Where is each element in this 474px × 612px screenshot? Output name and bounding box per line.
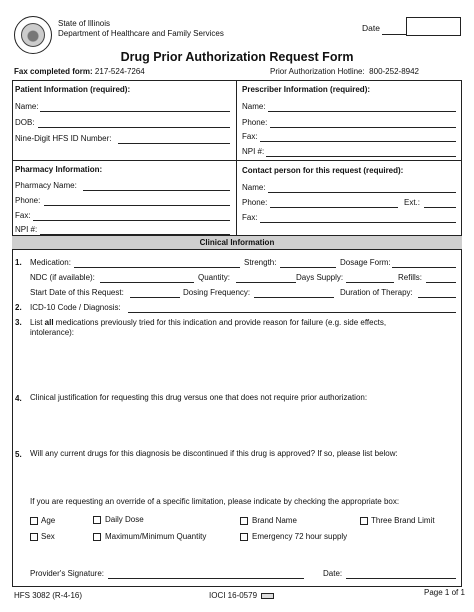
union-bug-icon [261,593,274,599]
strength-field[interactable] [280,267,336,268]
q3-number: 3. [15,318,22,327]
pharmacy-phone-label: Phone: [15,196,41,205]
duration-field[interactable] [418,297,456,298]
pharmacy-npi-label: NPI #: [15,225,38,234]
q4-number: 4. [15,394,22,403]
max-min-quantity-checkbox[interactable] [93,533,101,541]
prescriber-npi-label: NPI #: [242,147,265,156]
patient-hfs-field[interactable] [118,143,230,144]
date-label: Date [362,23,380,33]
seal-emblem-icon [21,23,45,47]
prescriber-heading: Prescriber Information (required): [242,85,371,94]
refills-field[interactable] [426,282,456,283]
pharmacy-name-label: Pharmacy Name: [15,181,77,190]
contact-phone-label: Phone: [242,198,268,207]
emergency-supply-label: Emergency 72 hour supply [252,532,348,541]
prescriber-name-field[interactable] [268,111,456,112]
form-number: HFS 3082 (R-4-16) [14,591,83,600]
date-underline [382,34,406,35]
provider-signature-field[interactable] [108,578,304,579]
signature-date-field[interactable] [346,578,456,579]
section-divider [12,160,462,161]
dosing-frequency-label: Dosing Frequency: [183,288,251,297]
max-min-quantity-label: Maximum/Minimum Quantity [105,532,207,541]
three-brand-limit-checkbox[interactable] [360,517,368,525]
sex-checkbox[interactable] [30,533,38,541]
age-checkbox[interactable] [30,517,38,525]
quantity-label: Quantity: [198,273,231,282]
contact-phone-field[interactable] [270,207,398,208]
age-label: Age [41,516,56,525]
patient-hfs-label: Nine-Digit HFS ID Number: [15,134,112,143]
medication-label: Medication: [30,258,71,267]
patient-name-field[interactable] [40,111,230,112]
daily-dose-label: Daily Dose [105,515,144,524]
refills-label: Refills: [398,273,423,282]
form-title: Drug Prior Authorization Request Form [120,50,354,64]
brand-name-label: Brand Name [252,516,297,525]
q2-label: ICD-10 Code / Diagnosis: [30,303,121,312]
agency-line-1: State of Illinois [58,19,111,28]
days-supply-field[interactable] [346,282,394,283]
contact-heading: Contact person for this request (required): [242,166,404,175]
contact-fax-label: Fax: [242,213,258,222]
column-divider [236,80,237,235]
q5-number: 5. [15,450,22,459]
days-supply-label: Days Supply: [296,273,344,282]
quantity-field[interactable] [236,282,296,283]
ndc-field[interactable] [100,282,194,283]
prescriber-name-label: Name: [242,102,266,111]
pharmacy-heading: Pharmacy Information: [15,165,103,174]
dosage-form-field[interactable] [392,267,456,268]
agency-line-2: Department of Healthcare and Family Services [58,29,224,38]
q3-answer-area[interactable] [30,340,456,390]
date-field[interactable] [406,17,461,36]
q3-text-line2: intolerance): [30,328,75,337]
brand-name-checkbox[interactable] [240,517,248,525]
ndc-label: NDC (if available): [30,273,95,282]
daily-dose-checkbox[interactable] [93,516,101,524]
duration-label: Duration of Therapy: [340,288,413,297]
pharmacy-phone-field[interactable] [44,205,230,206]
q3-text-end: medications previously tried for this indication and provide reason for failure (e.g. side effects, [53,318,387,327]
medication-field[interactable] [74,267,240,268]
prescriber-npi-field[interactable] [266,156,456,157]
q3-text-start: List [30,318,45,327]
prescriber-fax-label: Fax: [242,132,258,141]
q3-text [30,318,386,327]
provider-signature-label: Provider's Signature: [30,569,105,578]
three-brand-limit-label: Three Brand Limit [371,516,435,525]
icd10-field[interactable] [128,312,456,313]
contact-fax-field[interactable] [260,222,456,223]
prescriber-phone-label: Phone: [242,118,268,127]
pharmacy-fax-field[interactable] [33,220,230,221]
clinical-heading: Clinical Information [199,238,275,247]
contact-name-field[interactable] [268,192,456,193]
patient-dob-label: DOB: [15,118,35,127]
q3-text-emphasis: all [44,318,54,327]
q4-text: Clinical justification for requesting this drug versus one that does not require prior authorization: [30,393,368,402]
q2-number: 2. [15,303,22,312]
fax-label: Fax completed form: [14,67,93,76]
hotline-label: Prior Authorization Hotline: [270,67,365,76]
pharmacy-fax-label: Fax: [15,211,31,220]
contact-name-label: Name: [242,183,266,192]
patient-name-label: Name: [15,102,39,111]
page-number: Page 1 of 1 [424,588,465,597]
override-prompt: If you are requesting an override of a specific limitation, please indicate by checking the appropriate box: [30,497,400,506]
start-date-field[interactable] [130,297,180,298]
emergency-supply-checkbox[interactable] [240,533,248,541]
dosing-frequency-field[interactable] [254,297,334,298]
start-date-label: Start Date of this Request: [30,288,124,297]
prescriber-fax-field[interactable] [260,141,456,142]
fax-number: 217-524-7264 [94,67,145,76]
q1-number: 1. [15,258,22,267]
hotline-number: 800-252-8942 [369,67,419,76]
dosage-form-label: Dosage Form: [340,258,391,267]
q5-answer-area[interactable] [30,461,456,491]
signature-date-label: Date: [323,569,343,578]
q4-answer-area[interactable] [30,405,456,445]
prescriber-phone-field[interactable] [270,127,456,128]
q5-text: Will any current drugs for this diagnosis be discontinued if this drug is approved? If so, please list below: [30,449,398,458]
state-seal [14,16,52,54]
sex-label: Sex [41,532,55,541]
patient-dob-field[interactable] [38,127,230,128]
contact-ext-field[interactable] [424,207,456,208]
ioci-number: IOCI 16-0579 [209,591,258,600]
patient-heading: Patient Information (required): [15,85,131,94]
strength-label: Strength: [244,258,277,267]
pharmacy-name-field[interactable] [83,190,230,191]
contact-ext-label: Ext.: [404,198,421,207]
